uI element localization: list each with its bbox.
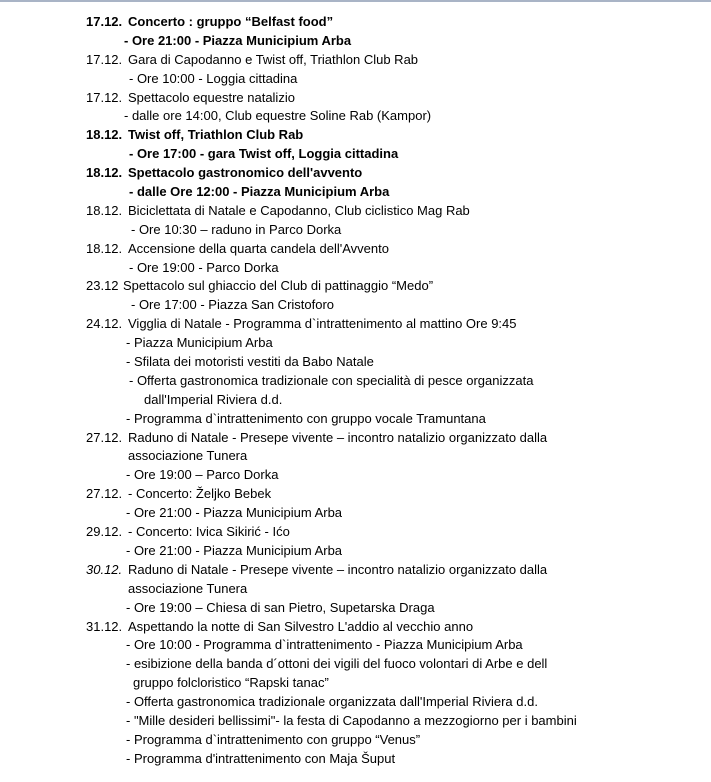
event-line (0, 542, 711, 561)
event-line (0, 89, 711, 108)
event-detail: - "Mille desideri bellissimi"- la festa di Capodanno a mezzogiorno per i bambini (126, 712, 577, 728)
event-detail: - Ore 19:00 - Parco Dorka (129, 259, 279, 275)
event-line (0, 693, 711, 712)
event-line (0, 126, 711, 145)
event-title: Raduno di Natale - Presepe vivente – incontro natalizio organizzato dalla (128, 561, 548, 577)
event-line (0, 13, 711, 32)
event-line (0, 353, 711, 372)
event-detail: - Programma d`intrattenimento con gruppo vocale Tramuntana (126, 410, 486, 426)
event-title: Accensione della quarta candela dell'Avvento (128, 240, 389, 256)
document-body (0, 13, 711, 769)
event-date: 30.12. (86, 561, 123, 577)
event-title: Raduno di Natale - Presepe vivente – incontro natalizio organizzato dalla (128, 429, 548, 445)
event-date: 29.12. (86, 524, 123, 540)
event-title: Concerto : gruppo “Belfast food” (128, 14, 334, 29)
event-line (0, 51, 711, 70)
event-title: - Concerto: Željko Bebek (128, 486, 272, 502)
event-detail: - Programma d'intrattenimento con Maja Šuput (126, 750, 396, 766)
event-title: Gara di Capodanno e Twist off, Triathlon Club Rab (128, 51, 419, 67)
page-top-border (0, 0, 711, 2)
event-detail: - Ore 17:00 - gara Twist off, Loggia cittadina (129, 146, 399, 162)
event-line (0, 164, 711, 183)
event-line (0, 334, 711, 353)
event-date: 18.12. (86, 202, 123, 218)
event-detail: - Piazza Municipium Arba (126, 335, 273, 351)
event-date: 18.12. (86, 127, 123, 143)
event-detail: - dalle ore 14:00, Club equestre Soline Rab (Kampor) (124, 108, 432, 124)
event-detail: - Ore 10:30 – raduno in Parco Dorka (131, 221, 342, 237)
event-line (0, 599, 711, 618)
event-line (0, 466, 711, 485)
event-line (0, 202, 711, 221)
event-title: - Concerto: Ivica Sikirić - Ićo (128, 524, 290, 540)
event-line (0, 750, 711, 769)
event-detail: associazione Tunera (128, 448, 248, 464)
event-detail: - Ore 19:00 – Parco Dorka (126, 467, 279, 483)
event-title: Spettacolo sul ghiaccio del Club di pattinaggio “Medo” (123, 278, 434, 294)
event-line (0, 731, 711, 750)
event-line (0, 107, 711, 126)
event-line (0, 447, 711, 466)
event-line (0, 523, 711, 542)
event-detail: - Sfilata dei motoristi vestiti da Babo Natale (126, 354, 374, 370)
event-line (0, 485, 711, 504)
event-title: Spettacolo equestre natalizio (128, 89, 295, 105)
event-line (0, 221, 711, 240)
event-detail: - Ore 19:00 – Chiesa di san Pietro, Supetarska Draga (126, 599, 435, 615)
event-detail: - Offerta gastronomica tradizionale organizzata dall'Imperial Riviera d.d. (126, 694, 538, 710)
event-line (0, 674, 711, 693)
event-line (0, 240, 711, 259)
event-detail: - Programma d`intrattenimento con gruppo “Venus” (126, 731, 421, 747)
event-detail: - Ore 17:00 - Piazza San Cristoforo (131, 297, 335, 313)
event-title: Spettacolo gastronomico dell'avvento (128, 165, 363, 181)
event-detail: - Ore 10:00 - Loggia cittadina (129, 70, 298, 86)
event-detail: - Offerta gastronomica tradizionale con specialità di pesce organizzata (129, 372, 534, 388)
event-detail: - Ore 10:00 - Programma d`intrattenimento - Piazza Municipium Arba (126, 637, 523, 653)
event-date: 27.12. (86, 486, 123, 502)
event-detail: - Ore 21:00 - Piazza Municipium Arba (124, 32, 352, 48)
event-date: 18.12. (86, 165, 123, 181)
event-title: Vigglia di Natale - Programma d`intrattenimento al mattino Ore 9:45 (128, 316, 517, 332)
event-line (0, 655, 711, 674)
event-line (0, 277, 711, 296)
event-date: 23.12 (86, 278, 119, 294)
event-date: 17.12. (86, 14, 123, 29)
event-date: 24.12. (86, 316, 123, 332)
event-line (0, 32, 711, 51)
event-date: 17.12. (86, 89, 123, 105)
event-line (0, 712, 711, 731)
event-line (0, 372, 711, 391)
event-line (0, 618, 711, 637)
event-line (0, 296, 711, 315)
event-line (0, 391, 711, 410)
event-line (0, 561, 711, 580)
event-detail: dall'Imperial Riviera d.d. (144, 391, 283, 407)
event-line (0, 636, 711, 655)
event-line (0, 429, 711, 448)
event-detail: gruppo folcloristico “Rapski tanac” (133, 675, 329, 691)
event-title: Biciclettata di Natale e Capodanno, Club ciclistico Mag Rab (128, 202, 470, 218)
event-title: Aspettando la notte di San Silvestro L'addio al vecchio anno (128, 618, 474, 634)
event-line (0, 315, 711, 334)
event-line (0, 145, 711, 164)
event-detail: - esibizione della banda d´ottoni dei vigili del fuoco volontari di Arbe e dell (126, 656, 548, 672)
event-line (0, 70, 711, 89)
event-title: Twist off, Triathlon Club Rab (128, 127, 304, 143)
event-line (0, 410, 711, 429)
event-line (0, 259, 711, 278)
event-date: 27.12. (86, 429, 123, 445)
event-line (0, 504, 711, 523)
event-detail: - dalle Ore 12:00 - Piazza Municipium Arba (129, 184, 390, 200)
event-date: 17.12. (86, 51, 123, 67)
event-detail: - Ore 21:00 - Piazza Municipium Arba (126, 542, 343, 558)
event-date: 18.12. (86, 240, 123, 256)
event-line (0, 580, 711, 599)
event-detail: associazione Tunera (128, 580, 248, 596)
event-line (0, 183, 711, 202)
event-detail: - Ore 21:00 - Piazza Municipium Arba (126, 505, 343, 521)
event-date: 31.12. (86, 618, 123, 634)
